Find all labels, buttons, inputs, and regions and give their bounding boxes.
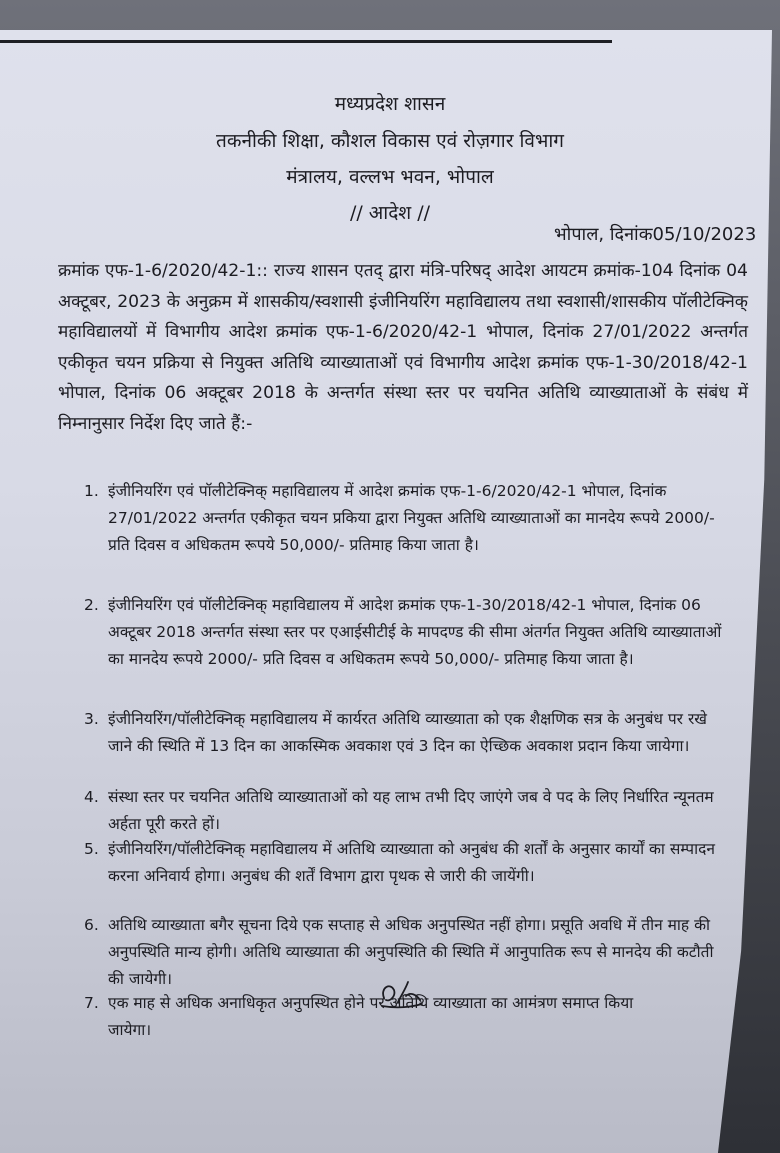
intro-paragraph: क्रमांक एफ-1-6/2020/42-1:: राज्य शासन एतद् द्वारा मंत्रि-परिषद् आदेश आयटम क्रमांक-104 दिनांक 04 अक्टूबर, 2023 के अनुक्रम में शासकीय/स्वशासी इंजीनियरिंग महाविद्यालय तथा स्वशासी/शासकीय पॉलीटेक्निक् महाविद्यालयों में विभागीय आदेश क्रमांक एफ-1-6/2020/42-1 भोपाल, दिनांक 27/01/2022 अन्तर्गत एकीकृत चयन प्रक्रिया से नियुक्त अतिथि व्याख्याताओं एवं विभागीय आदेश क्रमांक एफ-1-30/2018/42-1 भोपाल, दिनांक 06 अक्टूबर 2018 के अन्तर्गत संस्था स्तर पर चयनित अतिथि व्याख्याताओं के संबंध में निम्नानुसार निर्देश दिए जाते हैं:-: [58, 261, 748, 434]
list-item-number: 4.: [84, 788, 99, 806]
top-rule-line: [0, 40, 612, 43]
list-item-text: इंजीनियरिंग/पॉलीटेक्निक् महाविद्यालय में अतिथि व्याख्याता को अनुबंध की शर्तों के अनुसार कार्यों का सम्पादन करना अनिवार्य होगा। अनुबंध की शर्तें विभाग द्वारा पृथक से जारी की जायेंगी।: [108, 840, 715, 885]
header-state-government: मध्यप्रदेश शासन: [334, 93, 446, 115]
list-item-number: 2.: [84, 596, 99, 614]
list-item-text: अतिथि व्याख्याता बगैर सूचना दिये एक सप्ताह से अधिक अनुपस्थित नहीं होगा। प्रसूति अवधि में तीन माह की अनुपस्थिति मान्य होगी। अतिथि व्याख्याता की अनुपस्थिति की स्थिति में आनुपातिक रूप से मानदेय की कटौती की जायेगी।: [108, 916, 714, 988]
list-item: [84, 592, 733, 673]
list-item-number: 7.: [84, 994, 99, 1012]
header-ministry-address: मंत्रालय, वल्लभ भवन, भोपाल: [286, 166, 494, 188]
list-item: [84, 706, 733, 760]
list-item-text: संस्था स्तर पर चयनित अतिथि व्याख्याताओं को यह लाभ तभी दिए जाएंगे जब वे पद के लिए निर्धारित न्यूनतम अर्हता पूरी करते हों।: [108, 788, 714, 833]
list-item-text: इंजीनियरिंग/पॉलीटेक्निक् महाविद्यालय में कार्यरत अतिथि व्याख्याता को एक शैक्षणिक सत्र के अनुबंध पर रखे जाने की स्थिति में 13 दिन का आकस्मिक अवकाश एवं 3 दिन का ऐच्छिक अवकाश प्रदान किया जायेगा।: [108, 710, 707, 755]
list-item-text: इंजीनियरिंग एवं पॉलीटेक्निक् महाविद्यालय में आदेश क्रमांक एफ-1-6/2020/42-1 भोपाल, दिनांक 27/01/2022 अन्तर्गत एकीकृत चयन प्रकिया द्वारा नियुक्त अतिथि व्याख्याताओं का मानदेय रूपये 2000/- प्रति दिवस व अधिकतम रूपये 50,000/- प्रतिमाह किया जाता है।: [108, 482, 715, 554]
date-line: भोपाल, दिनांक05/10/2023: [554, 224, 757, 245]
list-item: [84, 478, 733, 559]
list-item-text: इंजीनियरिंग एवं पॉलीटेक्निक् महाविद्यालय में आदेश क्रमांक एफ-1-30/2018/42-1 भोपाल, दिनांक 06 अक्टूबर 2018 अन्तर्गत संस्था स्तर पर एआईसीटीई के मापदण्ड की सीमा अंतर्गत नियुक्त अतिथि व्याख्याताओं का मानदेय रूपये 2000/- प्रति दिवस व अधिकतम रूपये 50,000/- प्रतिमाह किया जाता है।: [108, 596, 722, 668]
header-order-title: // आदेश //: [349, 202, 431, 224]
list-item: [84, 784, 733, 838]
handwritten-initials-signature: [376, 978, 426, 1012]
list-item-number: 5.: [84, 840, 99, 858]
list-item-number: 1.: [84, 482, 99, 500]
list-item-text: एक माह से अधिक अनाधिकृत अनुपस्थित होने पर अतिथि व्याख्याता का आमंत्रण समाप्त किया जायेगा।: [108, 994, 634, 1039]
list-item-number: 6.: [84, 916, 99, 934]
header-department: तकनीकी शिक्षा, कौशल विकास एवं रोज़गार विभाग: [216, 130, 564, 152]
list-item: [84, 836, 733, 890]
list-item-number: 3.: [84, 710, 99, 728]
